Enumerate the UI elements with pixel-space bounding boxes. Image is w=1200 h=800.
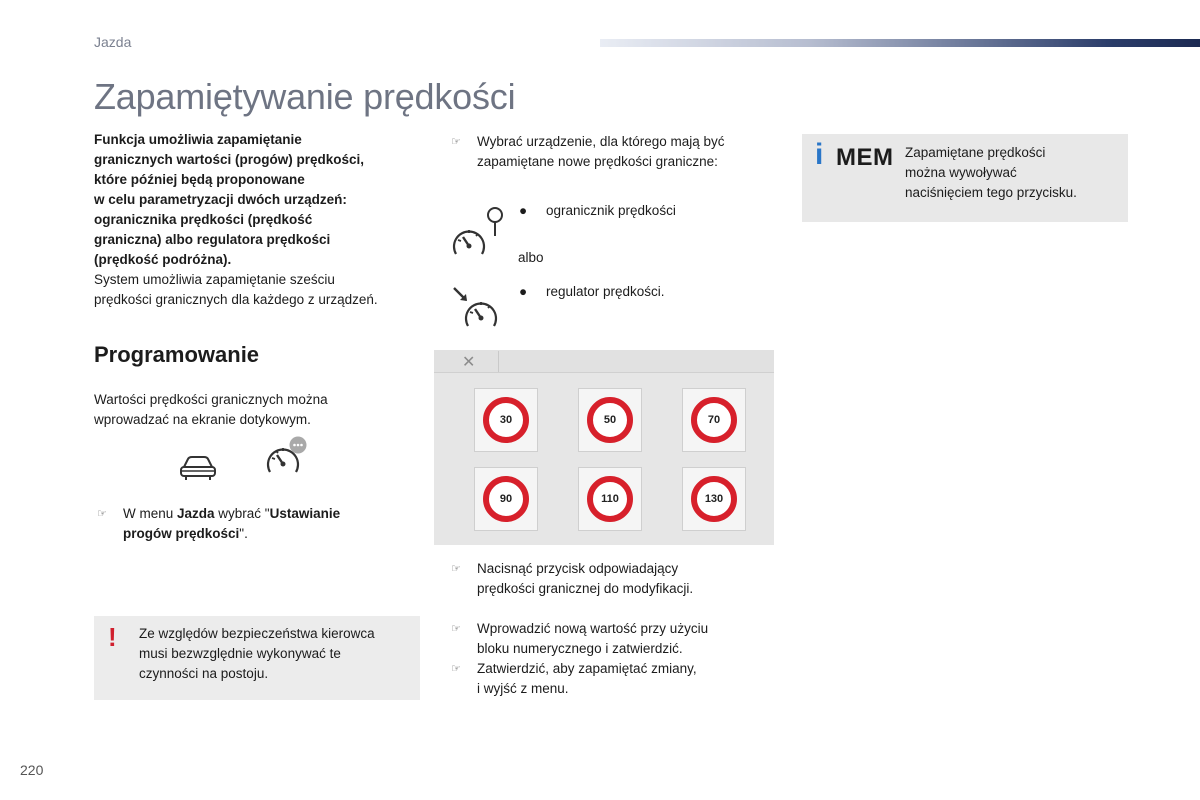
option-bullet: ● xyxy=(519,203,528,218)
speed-button-90[interactable] xyxy=(474,467,538,531)
step-line: Wprowadzić nową wartość przy użyciu xyxy=(477,621,709,636)
step-line: bloku numerycznego i zatwierdzić. xyxy=(477,641,683,656)
cruise-control-icon xyxy=(450,284,506,332)
intro-line: System umożliwia zapamiętanie sześciu xyxy=(94,272,335,287)
info-line: naciśnięciem tego przycisku. xyxy=(905,185,1077,200)
press-button-step xyxy=(451,559,777,599)
touchscreen-toolbar xyxy=(434,350,774,373)
speed-sign: 130 xyxy=(691,476,737,522)
car-icon xyxy=(178,454,218,482)
intro-line: (prędkość podróżna). xyxy=(94,252,232,267)
option-regulator: regulator prędkości. xyxy=(546,284,665,299)
warning-line: czynności na postoju. xyxy=(139,666,269,681)
option-bullet: ● xyxy=(519,284,528,299)
warning-icon: ! xyxy=(108,622,117,652)
intro-line: graniczna) albo regulatora prędkości xyxy=(94,232,331,247)
programming-text-line: wprowadzać na ekranie dotykowym. xyxy=(94,412,311,427)
warning-line: Ze względów bezpieczeństwa kierowca xyxy=(139,626,375,641)
warning-line: musi bezwzględnie wykonywać te xyxy=(139,646,341,661)
section-heading: Programowanie xyxy=(94,342,260,367)
enter-value-step xyxy=(451,619,777,659)
speed-button-110[interactable] xyxy=(578,467,642,531)
speed-sign: 90 xyxy=(483,476,529,522)
pointer-hand-icon: ☞ xyxy=(451,623,461,635)
mem-button-label: MEM xyxy=(836,144,894,171)
pointer-hand-icon: ☞ xyxy=(97,508,107,520)
intro-line: prędkości granicznych dla każdego z urządzeń. xyxy=(94,292,378,307)
step-line: Zatwierdzić, aby zapamiętać zmiany, xyxy=(477,661,697,676)
pointer-hand-icon: ☞ xyxy=(451,663,461,675)
intro-line: Funkcja umożliwia zapamiętanie xyxy=(94,132,302,147)
speed-sign: 30 xyxy=(483,397,529,443)
step-line: i wyjść z menu. xyxy=(477,681,569,696)
intro-paragraph xyxy=(94,130,424,310)
menu-option: Ustawianie xyxy=(269,506,341,521)
info-line: można wywoływać xyxy=(905,165,1017,180)
close-icon[interactable]: ✕ xyxy=(462,354,476,371)
header-rule xyxy=(600,39,1200,47)
speed-button-130[interactable] xyxy=(682,467,746,531)
menu-name: Jazda xyxy=(177,506,215,521)
programming-text-line: Wartości prędkości granicznych można xyxy=(94,392,328,407)
step-line: prędkości granicznej do modyfikacji. xyxy=(477,581,694,596)
intro-line: granicznych wartości (progów) prędkości, xyxy=(94,152,365,167)
menu-option: progów prędkości xyxy=(123,526,240,541)
page-title: Zapamiętywanie prędkości xyxy=(94,76,516,117)
speed-sign: 50 xyxy=(587,397,633,443)
info-text xyxy=(905,143,1120,203)
intro-line: w celu parametryzacji dwóch urządzeń: xyxy=(94,192,347,207)
step-text: wybrać " xyxy=(214,506,270,521)
speed-button-50[interactable] xyxy=(578,388,642,452)
step-line: Wybrać urządzenie, dla którego mają być xyxy=(477,134,725,149)
toolbar-divider xyxy=(498,351,499,372)
intro-line: ogranicznika prędkości (prędkość xyxy=(94,212,313,227)
section-label: Jazda xyxy=(94,34,132,50)
speed-sign: 70 xyxy=(691,397,737,443)
or-text: albo xyxy=(518,250,544,265)
speed-settings-icon xyxy=(264,436,310,478)
warning-text xyxy=(139,624,414,684)
info-icon: i xyxy=(815,138,824,171)
option-limiter: ogranicznik prędkości xyxy=(546,203,676,218)
confirm-step xyxy=(451,659,777,699)
pointer-hand-icon: ☞ xyxy=(451,136,461,148)
speed-button-30[interactable] xyxy=(474,388,538,452)
speed-button-70[interactable] xyxy=(682,388,746,452)
intro-line: które później będą proponowane xyxy=(94,172,305,187)
menu-step xyxy=(97,504,423,544)
page-number: 220 xyxy=(20,762,44,778)
programming-text xyxy=(94,390,414,430)
step-text: ". xyxy=(239,526,248,541)
speed-sign: 110 xyxy=(587,476,633,522)
info-line: Zapamiętane prędkości xyxy=(905,145,1046,160)
pointer-hand-icon: ☞ xyxy=(451,563,461,575)
step-line: zapamiętane nowe prędkości graniczne: xyxy=(477,154,718,169)
step-text: W menu xyxy=(123,506,178,521)
select-device-step xyxy=(451,132,777,172)
speed-limiter-icon xyxy=(448,204,510,260)
step-line: Nacisnąć przycisk odpowiadający xyxy=(477,561,679,576)
